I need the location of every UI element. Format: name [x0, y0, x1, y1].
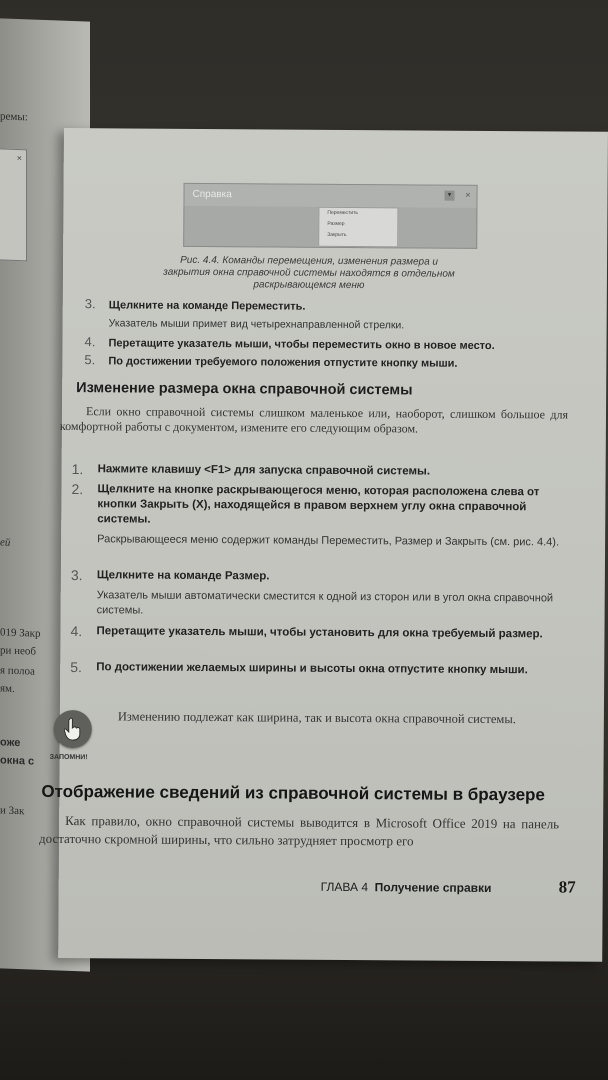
chapter-label: ГЛАВА 4 — [320, 879, 369, 895]
book-page — [38, 128, 608, 962]
window-menu — [318, 207, 398, 248]
left-page-fragment: 019 Закр — [0, 626, 41, 640]
left-page-fragment: оже — [0, 736, 21, 750]
step-number: 5. — [70, 659, 82, 676]
step-item — [71, 568, 561, 586]
step-text: По достижении желаемых ширины и высоты окна отпустите кнопку мыши. — [96, 661, 528, 677]
step-item — [85, 296, 585, 314]
step-text: Перетащите указатель мыши, чтобы переместить окно в новое место. — [108, 337, 495, 353]
left-page-fragment: окна с — [0, 754, 35, 768]
left-page-fragment: и Зак — [0, 804, 25, 818]
step-item — [72, 462, 562, 480]
left-page-figure — [0, 148, 27, 261]
step-text: Нажмите клавишу <F1> для запуска справочной системы. — [97, 463, 431, 478]
step-item — [70, 660, 560, 678]
page-number: 87 — [558, 877, 576, 897]
step-number: 3. — [70, 567, 83, 584]
figure-caption: Рис. 4.4. Команды перемещения, изменения размера и закрытия окна справочной системы находятся в отдельном раскрывающемся меню — [163, 254, 455, 292]
step-note: Указатель мыши примет вид четырехнаправленной стрелки. — [108, 317, 405, 332]
step-item — [70, 624, 560, 642]
step-number: 4. — [70, 623, 83, 640]
step-note: Раскрывающееся меню содержит команды Переместить, Размер и Закрыть (см. рис. 4.4). — [97, 533, 560, 549]
help-window-figure — [183, 183, 477, 249]
step-text: По достижении требуемого положения отпустите кнопку мыши. — [108, 355, 458, 370]
step-item — [84, 352, 584, 370]
step-text: Перетащите указатель мыши, чтобы установить для окна требуемый размер. — [96, 625, 543, 641]
close-icon: × — [465, 189, 471, 200]
step-note: Указатель мыши автоматически сместится к одной из сторон или в угол окна справочной системы. — [96, 589, 554, 617]
step-number: 1. — [71, 461, 84, 478]
window-title: Справка — [192, 188, 232, 201]
close-icon: × — [16, 153, 22, 164]
menu-item-close: Закрыть — [327, 231, 347, 238]
section-intro-browser: Как правило, окно справочной системы выводится в Microsoft Office 2019 на панель достаточно скромной ширины, что сильно затрудняет просмотр его — [38, 813, 560, 849]
left-page-fragment: ей — [0, 536, 11, 549]
step-item — [71, 482, 561, 530]
section-heading-browser: Отображение сведений из справочной системы в браузере — [41, 781, 546, 805]
step-text: Щелкните на команде Переместить. — [108, 299, 306, 313]
chapter-title: Получение справки — [374, 880, 492, 896]
remember-label: ЗАПОМНИ! — [49, 753, 88, 762]
window-titlebar — [184, 184, 476, 208]
running-footer — [321, 880, 492, 895]
left-page-fragment: ремы: — [0, 110, 28, 124]
step-number: 5. — [84, 352, 96, 368]
menu-item-size: Размер — [327, 220, 345, 227]
left-page-fragment: я полоа — [0, 664, 35, 678]
left-page-fragment: ри необ — [0, 644, 37, 658]
remember-text: Изменению подлежат как ширина, так и высота окна справочной системы. — [117, 709, 516, 727]
step-number: 3. — [84, 296, 96, 312]
step-text: Щелкните на кнопке раскрывающегося меню, которая расположена слева от кнопки Закрыть (X), находящейся в правом верхнем углу окна справочной системы. — [97, 483, 540, 526]
chevron-down-icon: ▾ — [445, 191, 455, 201]
step-number: 4. — [84, 334, 96, 350]
section-intro-resize: Если окно справочной системы слишком маленькое или, наоборот, слишком большое для комфортной работы с документом, измените его следующим образом. — [59, 404, 569, 436]
step-item — [84, 334, 584, 352]
step-text: Щелкните на команде Размер. — [96, 569, 270, 583]
hand-pointer-icon — [54, 710, 92, 748]
section-heading-resize: Изменение размера окна справочной системы — [76, 380, 413, 399]
step-number: 2. — [71, 481, 84, 498]
left-page-fragment: ям. — [0, 682, 15, 695]
menu-item-move: Переместить — [327, 209, 359, 217]
